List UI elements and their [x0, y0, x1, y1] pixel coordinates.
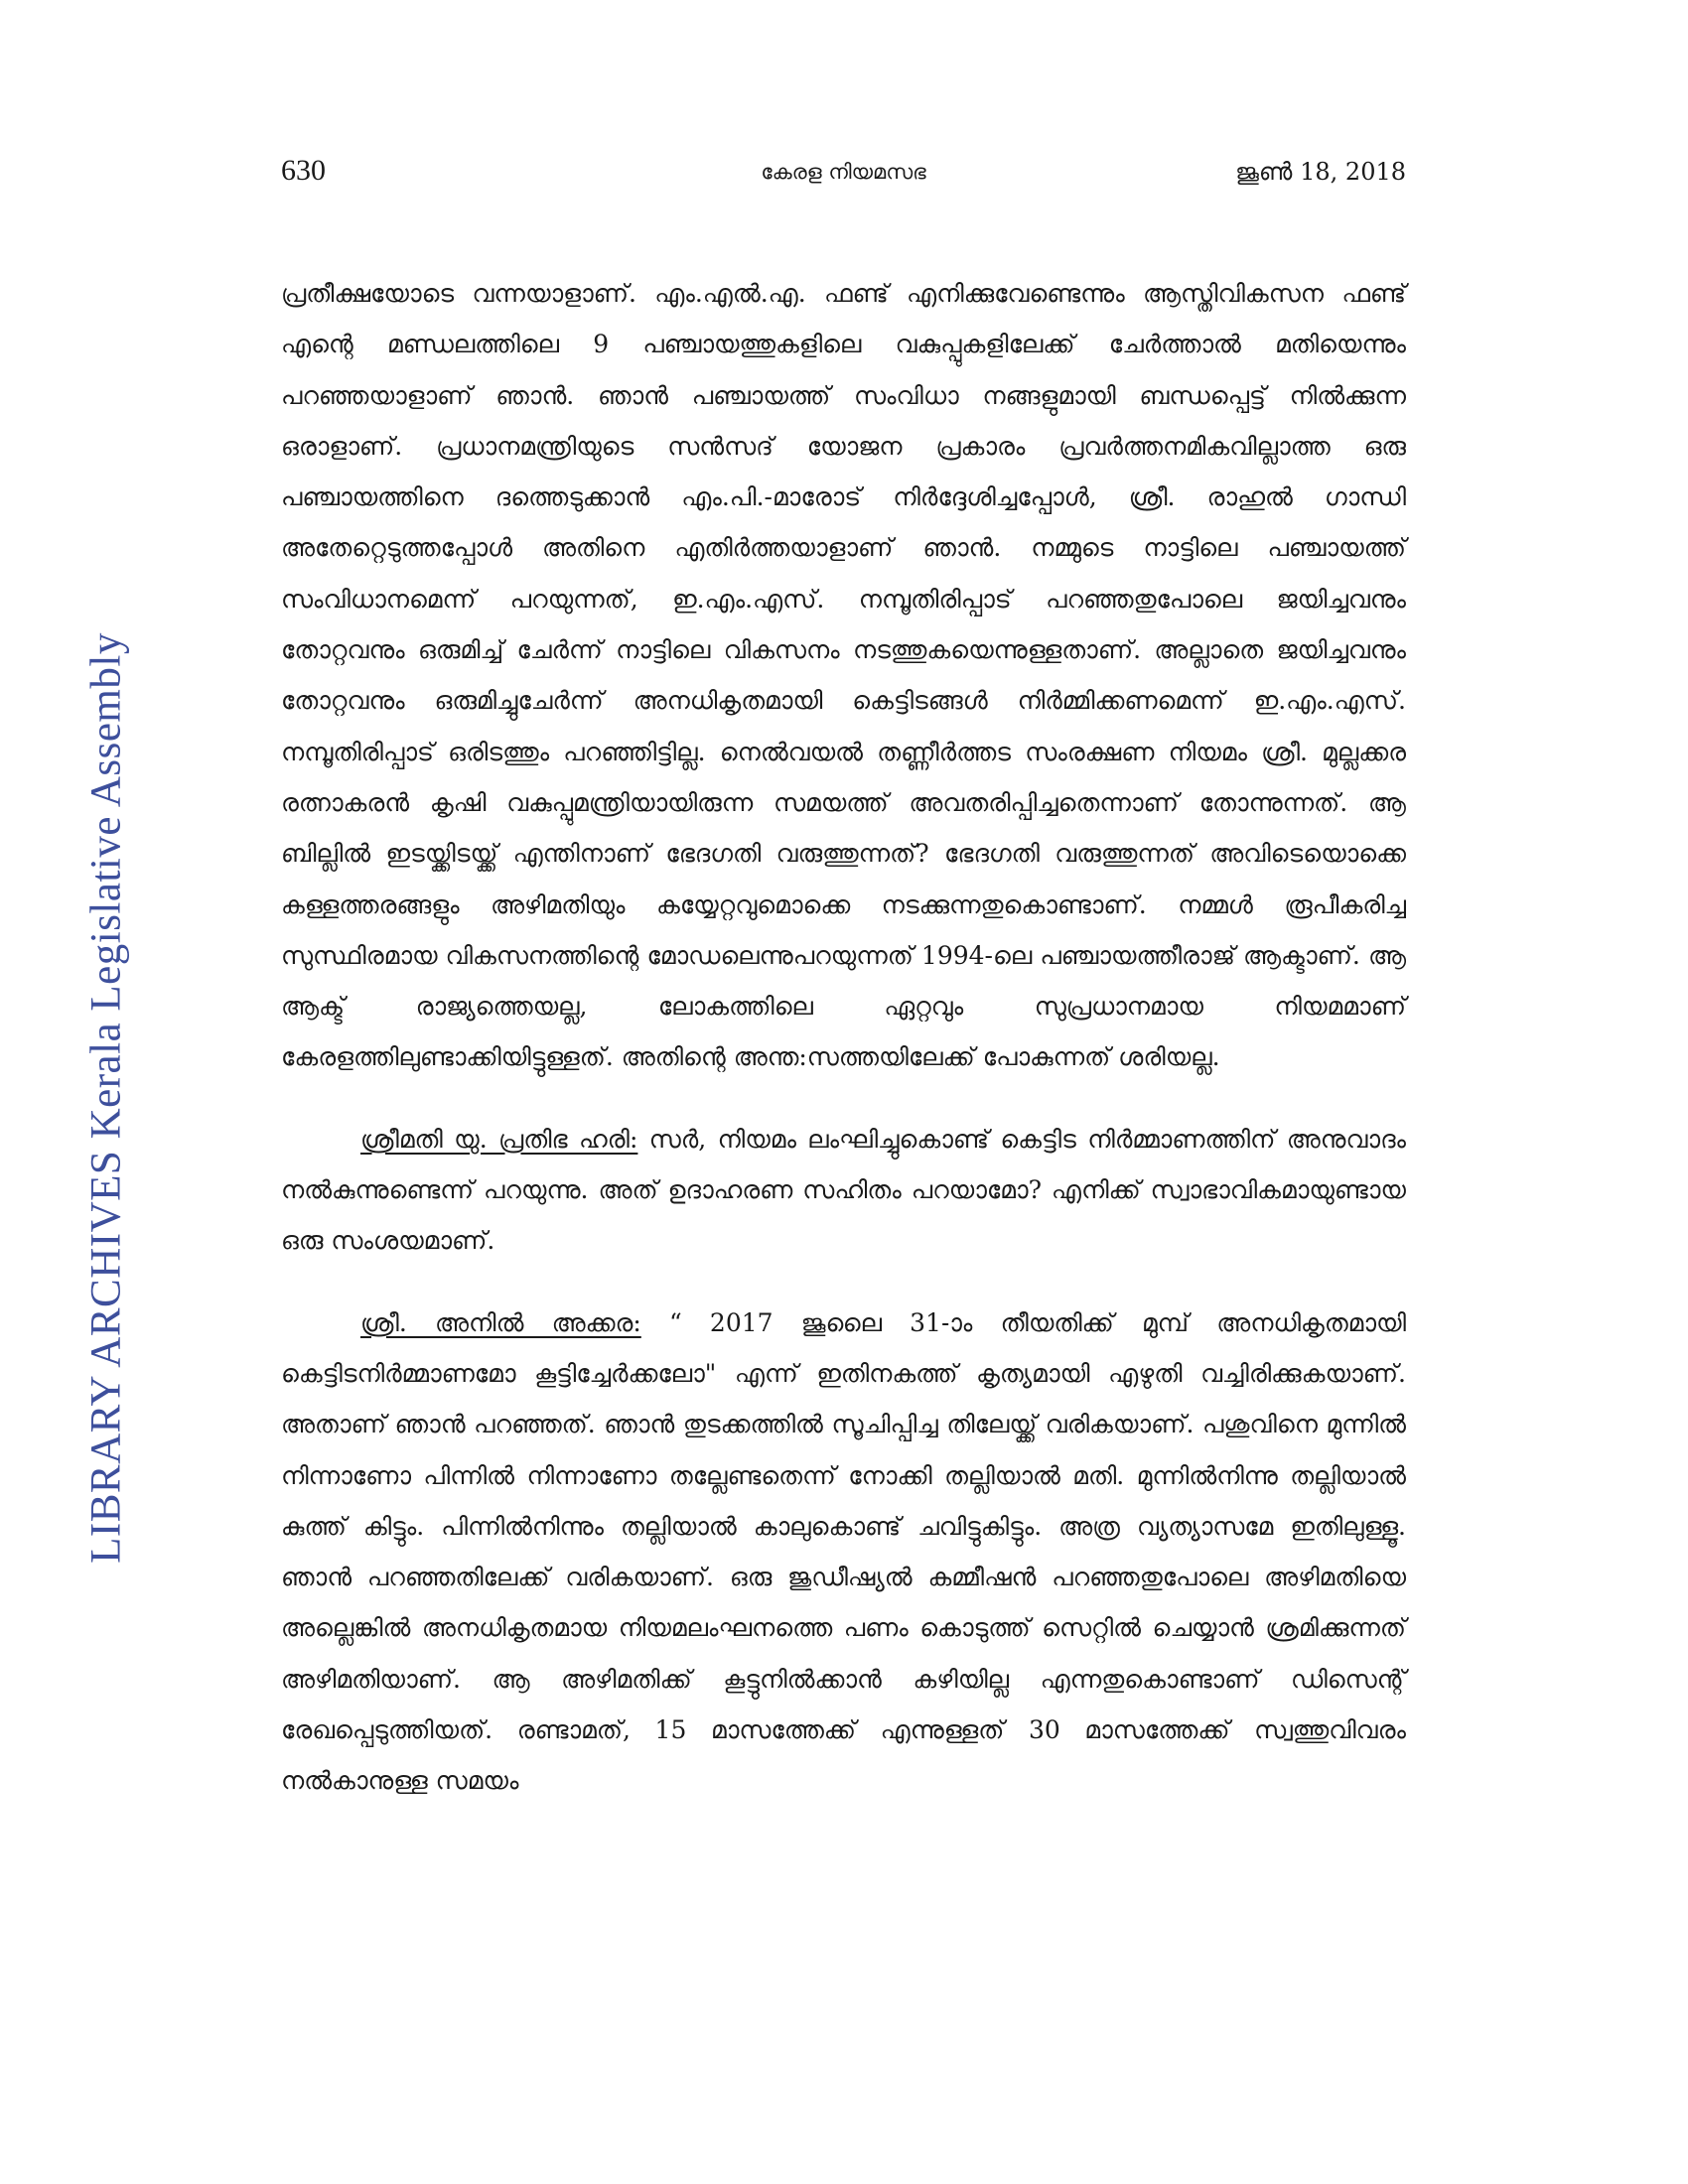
running-title: കേരള നിയമസഭ [761, 160, 926, 184]
proceedings-text [281, 268, 1406, 1807]
paragraph-text: പ്രതീക്ഷയോടെ വന്നയാളാണ്. എം.എൽ.എ. ഫണ്ട് എനിക്കുവേണ്ടെന്നും ആസ്തിവികസന ഫണ്ട് എന്റെ മണ്ഡലത്തിലെ 9 പഞ്ചായത്തുകളിലെ വകുപ്പുകളിലേക്ക് ചേർത്താൽ മതിയെന്നും പറഞ്ഞയാളാണ് ഞാൻ. ഞാൻ പഞ്ചായത്ത് സംവിധാ നങ്ങളുമായി ബന്ധപ്പെട്ട് നിൽക്കുന്ന ഒരാളാണ്. പ്രധാനമന്ത്രിയുടെ സൻസദ് യോജന പ്രകാരം പ്രവർത്തനമികവില്ലാത്ത ഒരു പഞ്ചായത്തിനെ ദത്തെടുക്കാൻ എം.പി.-മാരോട് നിർദ്ദേശിച്ചപ്പോൾ, ശ്രീ. രാഹുൽ ഗാന്ധി അതേറ്റെടുത്തപ്പോൾ അതിനെ എതിർത്തയാളാണ് ഞാൻ. നമ്മുടെ നാട്ടിലെ പഞ്ചായത്ത് സംവിധാനമെന്ന് പറയുന്നത്, ഇ.എം.എസ്. നമ്പൂതിരിപ്പാട് പറഞ്ഞതുപോലെ ജയിച്ചവനും തോറ്റവനും ഒരുമിച്ച് ചേർന്ന് നാട്ടിലെ വികസനം നടത്തുകയെന്നുള്ളതാണ്. അല്ലാതെ ജയിച്ചവനും തോറ്റവനും ഒരുമിച്ചുചേർന്ന് അനധികൃതമായി കെട്ടിടങ്ങൾ നിർമ്മിക്കണമെന്ന് ഇ.എം.എസ്. നമ്പൂതിരിപ്പാട് ഒരിടത്തും പറഞ്ഞിട്ടില്ല. നെൽവയൽ തണ്ണീർത്തട സംരക്ഷണ നിയമം ശ്രീ. മുല്ലക്കര രത്നാകരൻ കൃഷി വകുപ്പുമന്ത്രിയായിരുന്ന സമയത്ത് അവതരിപ്പിച്ചതെന്നാണ് തോന്നുന്നത്. ആ ബില്ലിൽ ഇടയ്ക്കിടയ്ക്ക് എന്തിനാണ് ഭേദഗതി വരുത്തുന്നത്? ഭേദഗതി വരുത്തുന്നത് അവിടെയൊക്കെ കള്ളത്തരങ്ങളും അഴിമതിയും കയ്യേറ്റവുമൊക്കെ നടക്കുന്നതുകൊണ്ടാണ്. നമ്മൾ രൂപീകരിച്ച സുസ്ഥിരമായ വികസനത്തിന്റെ മോഡലെന്നുപറയുന്നത് 1994-ലെ പഞ്ചായത്തീരാജ് ആക്ടാണ്. ആ ആക്ട് രാജ്യത്തെയല്ല, ലോകത്തിലെ ഏറ്റവും സുപ്രധാനമായ നിയമമാണ് കേരളത്തിലുണ്ടാക്കിയിട്ടുള്ളത്. അതിന്റെ അന്ത:സത്തയിലേക്ക് പോകുന്നത് ശരിയല്ല. [281, 279, 1406, 1072]
page-number: 630 [281, 154, 326, 187]
speaker-name: ശ്രീ. അനിൽ അക്കര: [360, 1307, 641, 1337]
page-header [281, 154, 1406, 204]
paragraph-continuation [281, 268, 1406, 1083]
header-date: ജൂൺ 18, 2018 [1235, 158, 1406, 186]
paragraph-text: സർ, നിയമം ലംഘിച്ചുകൊണ്ട് കെട്ടിട നിർമ്മാണത്തിന് അനുവാദം നൽകുന്നുണ്ടെന്ന് പറയുന്നു. അത് ഉദാഹരണ സഹിതം പറയാമോ? എനിക്ക് സ്വാഭാവികമായുണ്ടായ ഒരു സംശയമാണ്. [281, 1124, 1406, 1256]
library-archives-watermark: LIBRARY ARCHIVES Kerala Legislative Assembly [82, 632, 130, 1564]
speaker-name: ശ്രീമതി യു. പ്രതിഭ ഹരി: [360, 1124, 638, 1154]
paragraph-speech [281, 1114, 1406, 1267]
paragraph-speech [281, 1297, 1406, 1807]
paragraph-text: “ 2017 ജൂലൈ 31-ാം തീയതിക്ക് മുമ്പ് അനധികൃതമായി കെട്ടിടനിർമ്മാണമോ കൂട്ടിച്ചേർക്കലോ" എന്ന് ഇതിനകത്ത് കൃത്യമായി എഴുതി വച്ചിരിക്കുകയാണ്. അതാണ് ഞാൻ പറഞ്ഞത്. ഞാൻ തുടക്കത്തിൽ സൂചിപ്പിച്ച തിലേയ്ക്ക് വരികയാണ്. പശുവിനെ മുന്നിൽ നിന്നാണോ പിന്നിൽ നിന്നാണോ തല്ലേണ്ടതെന്ന് നോക്കി തല്ലിയാൽ മതി. മുന്നിൽനിന്നു തല്ലിയാൽ കുത്ത് കിട്ടും. പിന്നിൽനിന്നും തല്ലിയാൽ കാലുകൊണ്ട് ചവിട്ടുകിട്ടും. അത്ര വ്യത്യാസമേ ഇതിലുള്ളൂ. ഞാൻ പറഞ്ഞതിലേക്ക് വരികയാണ്. ഒരു ജുഡീഷ്യൽ കമ്മീഷൻ പറഞ്ഞതുപോലെ അഴിമതിയെ അല്ലെങ്കിൽ അനധികൃതമായ നിയമലംഘനത്തെ പണം കൊടുത്ത് സെറ്റിൽ ചെയ്യാൻ ശ്രമിക്കുന്നത് അഴിമതിയാണ്. ആ അഴിമതിക്ക് കൂട്ടുനിൽക്കാൻ കഴിയില്ല എന്നതുകൊണ്ടാണ് ഡിസെന്റ് രേഖപ്പെടുത്തിയത്. രണ്ടാമത്, 15 മാസത്തേക്ക് എന്നുള്ളത് 30 മാസത്തേക്ക് സ്വത്തുവിവരം നൽകാനുള്ള സമയം [281, 1307, 1406, 1796]
